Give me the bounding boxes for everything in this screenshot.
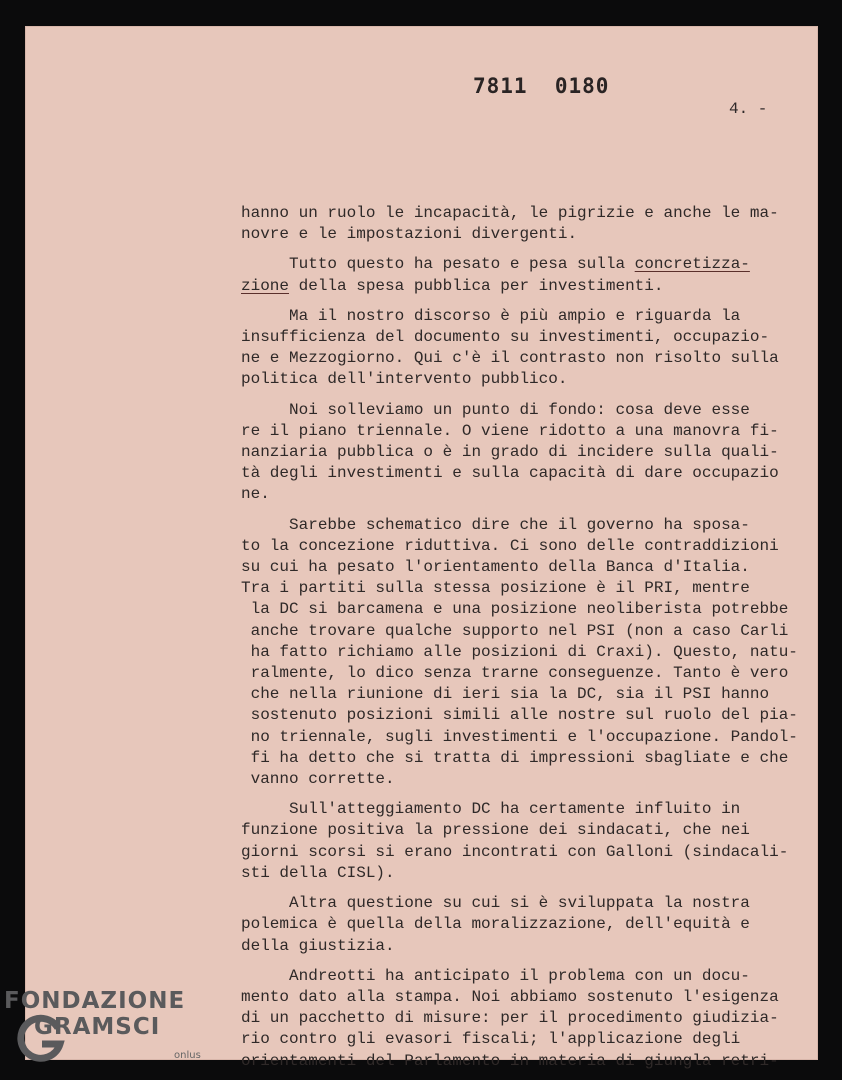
text-line: ha fatto richiamo alle posizioni di Craxi). Questo, natu- xyxy=(241,642,798,661)
text-segment: della spesa pubblica per investimenti. xyxy=(289,276,664,295)
text-line: Tra i partiti sulla stessa posizione è il PRI, mentre xyxy=(241,579,750,598)
text-line: che nella riunione di ieri sia la DC, sia il PSI hanno xyxy=(241,685,770,704)
text-line: nanziaria pubblica o è in grado di incidere sulla quali- xyxy=(241,443,779,462)
underlined-word: zione xyxy=(241,276,290,295)
text-line: Sarebbe schematico dire che il governo ha sposa- xyxy=(241,515,750,534)
text-line: mento dato alla stampa. Noi abbiamo sostenuto l'esigenza xyxy=(241,987,779,1006)
paragraph-8 xyxy=(241,966,806,1072)
text-line: Sull'atteggiamento DC ha certamente influito in xyxy=(241,800,741,819)
paragraph-5 xyxy=(241,515,806,791)
paragraph-3 xyxy=(241,306,806,391)
text-line: polemica è quella della moralizzazione, dell'equità e xyxy=(241,915,750,934)
logo-line-2: GRAMSCI xyxy=(34,1014,161,1040)
text-line: politica dell'intervento pubblico. xyxy=(241,370,568,389)
typewritten-body xyxy=(241,203,806,1080)
text-line: tà degli investimenti e sulla capacità di dare occupazio xyxy=(241,464,779,483)
paragraph-7 xyxy=(241,893,806,957)
fondazione-gramsci-logo xyxy=(4,988,201,1061)
text-line: no triennale, sugli investimenti e l'occupazione. Pandol- xyxy=(241,727,798,746)
text-line: sostenuto posizioni simili alle nostre sul ruolo del pia- xyxy=(241,706,798,725)
text-line: giorni scorsi si erano incontrati con Galloni (sindacali- xyxy=(241,842,789,861)
text-line: Altra questione su cui si è sviluppata la nostra xyxy=(241,894,750,913)
g-mark-icon xyxy=(14,1014,66,1066)
paper-sheet xyxy=(25,26,818,1070)
text-line xyxy=(241,276,806,297)
text-line: di un pacchetto di misure: per il procedimento giudizia- xyxy=(241,1009,779,1028)
text-line: Andreotti ha anticipato il problema con un docu- xyxy=(241,966,750,985)
text-line: la DC si barcamena e una posizione neoliberista potrebbe xyxy=(241,600,789,619)
logo-line-1: FONDAZIONE xyxy=(4,988,186,1014)
text-line: ne e Mezzogiorno. Qui c'è il contrasto non risolto sulla xyxy=(241,349,779,368)
text-line: ralmente, lo dico senza trarne conseguenze. Tanto è vero xyxy=(241,664,789,683)
paragraph-6 xyxy=(241,799,806,884)
text-line xyxy=(241,254,806,275)
paragraph-1 xyxy=(241,203,806,245)
paragraph-4 xyxy=(241,400,806,506)
text-line: novre e le impostazioni divergenti. xyxy=(241,225,578,244)
text-line: su cui ha pesato l'orientamento della Banca d'Italia. xyxy=(241,558,750,577)
text-line: orientamenti del Parlamento in materia di giungla retri- xyxy=(241,1051,779,1070)
logo-line-3: onlus xyxy=(174,1050,201,1061)
text-line: to la concezione riduttiva. Ci sono delle contraddizioni xyxy=(241,536,779,555)
text-line: Ma il nostro discorso è più ampio e riguarda la xyxy=(241,306,741,325)
text-line: anche trovare qualche supporto nel PSI (non a caso Carli xyxy=(241,621,789,640)
text-line: della giustizia. xyxy=(241,936,395,955)
archive-number: 7811 0180 xyxy=(473,74,610,98)
text-line: vanno corrette. xyxy=(241,770,395,789)
text-line: insufficienza del documento su investimenti, occupazio- xyxy=(241,328,770,347)
text-line: re il piano triennale. O viene ridotto a una manovra fi- xyxy=(241,421,779,440)
text-line: ne. xyxy=(241,485,270,504)
text-line: fi ha detto che si tratta di impressioni sbagliate e che xyxy=(241,748,789,767)
paragraph-2 xyxy=(241,254,806,296)
text-segment: Tutto questo ha pesato e pesa sulla xyxy=(241,255,635,274)
text-line: funzione positiva la pressione dei sindacati, che nei xyxy=(241,821,750,840)
page-number: 4. - xyxy=(729,100,768,118)
text-line: hanno un ruolo le incapacità, le pigrizie e anche le ma- xyxy=(241,204,779,222)
underlined-word: concretizza- xyxy=(634,255,750,274)
text-line: Noi solleviamo un punto di fondo: cosa deve esse xyxy=(241,400,750,419)
text-line: sti della CISL). xyxy=(241,863,395,882)
text-line: rio contro gli evasori fiscali; l'applicazione degli xyxy=(241,1030,741,1049)
